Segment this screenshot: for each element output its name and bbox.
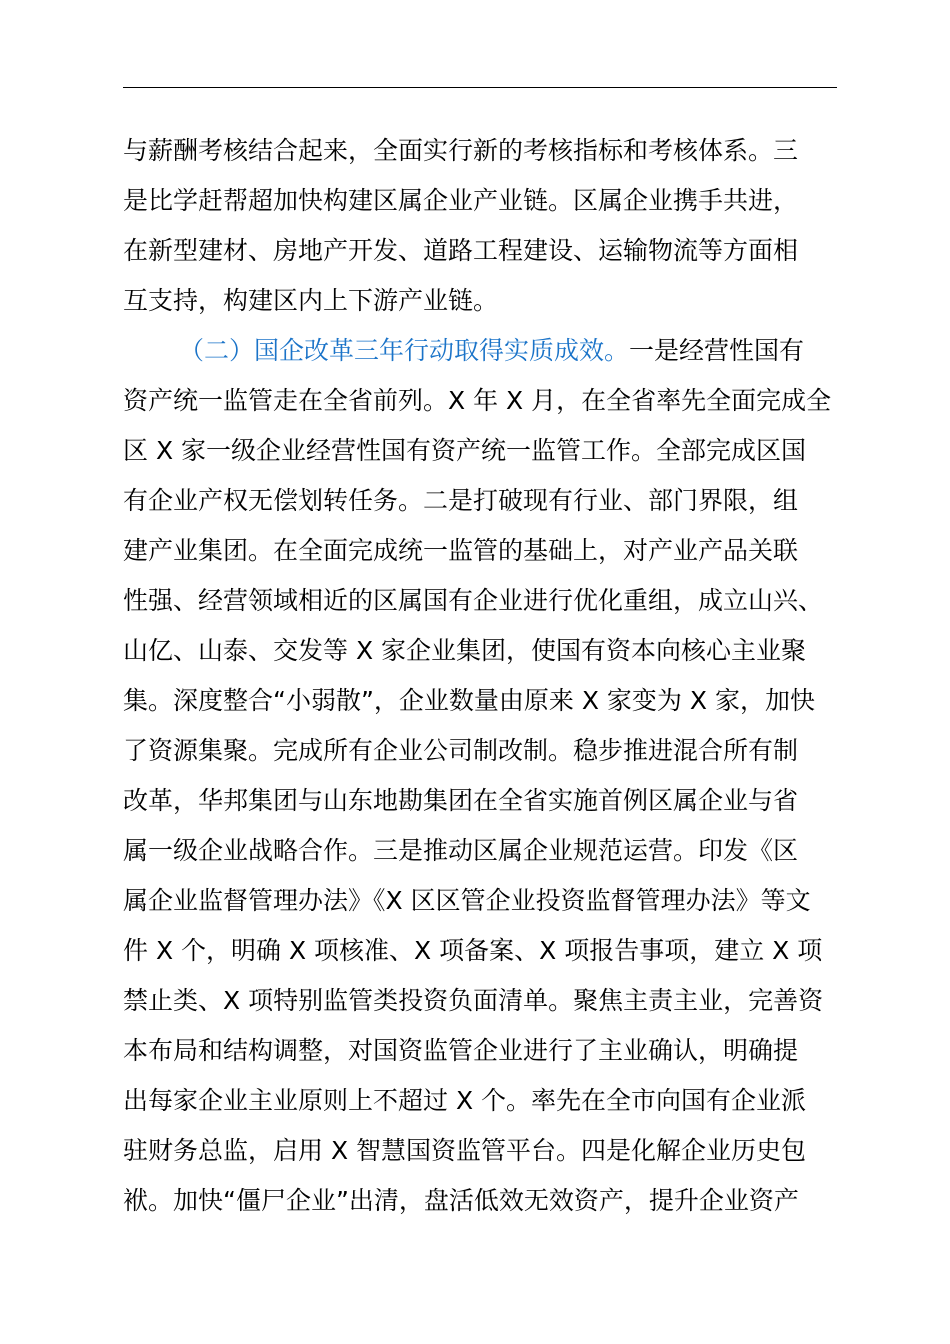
header-rule [123, 87, 837, 88]
text-line: 属一级企业战略合作。三是推动区属企业规范运营。印发《区 [123, 836, 799, 865]
text-line: 性强、经营领域相近的区属国有企业进行优化重组，成立山兴、 [123, 586, 824, 615]
text-line: 本布局和结构调整，对国资监管企业进行了主业确认，明确提 [123, 1036, 799, 1065]
text-line: 袱。加快“僵尸企业”出清，盘活低效无效资产，提升企业资产 [123, 1186, 799, 1215]
text-line: 资产统一监管走在全省前列。X 年 X 月，在全省率先全面完成全 [123, 386, 832, 415]
text-line: 互支持，构建区内上下游产业链。 [123, 286, 499, 315]
text-line: 集。深度整合“小弱散”，企业数量由原来 X 家变为 X 家，加快 [123, 686, 815, 715]
text-line: 改革，华邦集团与山东地勘集团在全省实施首例区属企业与省 [123, 786, 799, 815]
section-first-line-text: 一是经营性国有 [629, 336, 805, 365]
text-line: 建产业集团。在全面完成统一监管的基础上，对产业产品关联 [123, 536, 799, 565]
text-line: 件 X 个，明确 X 项核准、X 项备案、X 项报告事项，建立 X 项 [123, 936, 823, 965]
text-line: 出每家企业主业原则上不超过 X 个。率先在全市向国有企业派 [123, 1086, 807, 1115]
section-first-line [123, 326, 837, 376]
text-line: 属企业监督管理办法》《X 区区管企业投资监督管理办法》等文 [123, 886, 811, 915]
text-line: 区 X 家一级企业经营性国有资产统一监管工作。全部完成区国 [123, 436, 807, 465]
text-line: 在新型建材、房地产开发、道路工程建设、运输物流等方面相 [123, 236, 799, 265]
text-line: 与薪酬考核结合起来，全面实行新的考核指标和考核体系。三 [123, 136, 799, 165]
document-body [123, 126, 837, 1226]
text-line: 有企业产权无偿划转任务。二是打破现有行业、部门界限，组 [123, 486, 799, 515]
text-line: 山亿、山泰、交发等 X 家企业集团，使国有资本向核心主业聚 [123, 636, 807, 665]
text-line: 了资源集聚。完成所有企业公司制改制。稳步推进混合所有制 [123, 736, 799, 765]
text-line: 禁止类、X 项特别监管类投资负面清单。聚焦主责主业，完善资 [123, 986, 824, 1015]
text-line: 是比学赶帮超加快构建区属企业产业链。区属企业携手共进， [123, 186, 799, 215]
section-heading: （二）国企改革三年行动取得实质成效。 [179, 336, 630, 365]
text-line: 驻财务总监，启用 X 智慧国资监管平台。四是化解企业历史包 [123, 1136, 807, 1165]
